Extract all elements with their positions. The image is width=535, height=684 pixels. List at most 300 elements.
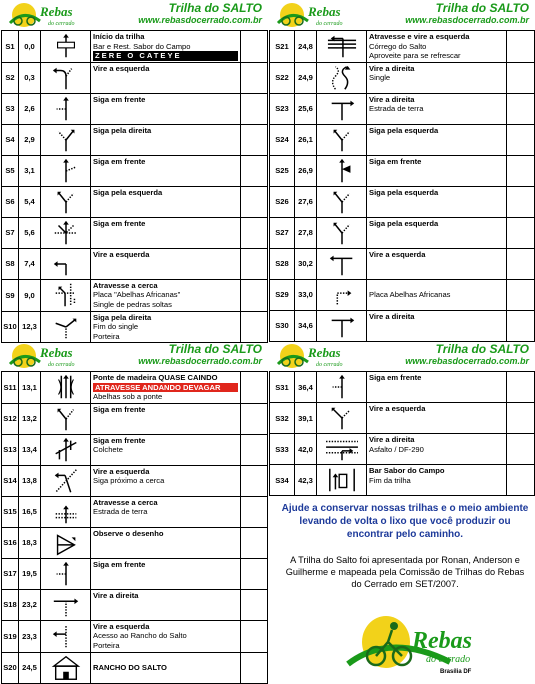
- cue-note: RANCHO DO SALTO: [93, 663, 167, 673]
- route-icon-cell: [41, 248, 91, 279]
- trail-title: Trilha do SALTO: [168, 1, 262, 15]
- bridge-icon: [42, 372, 90, 402]
- cue-note: Colchete: [93, 445, 123, 455]
- fork-left-icon: [42, 187, 90, 217]
- cue-km: 24,9: [295, 62, 317, 93]
- route-icon-cell: [317, 465, 367, 496]
- notes-cell: [507, 403, 535, 434]
- route-icon-cell: [41, 589, 91, 620]
- cue-instruction: Siga em frente: [93, 435, 146, 445]
- cue-description: [91, 31, 241, 63]
- cue-row: [270, 31, 535, 63]
- cue-instruction: Vire a direita: [369, 435, 415, 444]
- cue-instruction: Início da trilha: [93, 32, 145, 41]
- route-icon-cell: [41, 527, 91, 558]
- route-icon-cell: [41, 124, 91, 155]
- cue-code: S11: [2, 372, 19, 404]
- cue-instruction: Vire a direita: [93, 590, 139, 600]
- cue-code: S6: [2, 186, 19, 217]
- cue-note: Estrada de terra: [93, 507, 148, 517]
- cue-code: S24: [270, 124, 295, 155]
- cue-instruction: Siga em frente: [369, 156, 422, 166]
- straight-branch-right-icon: [42, 156, 90, 186]
- notes-cell: [241, 620, 268, 652]
- route-icon-cell: [317, 124, 367, 155]
- cue-row: [2, 403, 268, 434]
- route-icon-cell: [317, 186, 367, 217]
- road-right-icon: [318, 434, 366, 464]
- cue-note: Acesso ao Rancho do Salto: [93, 631, 187, 641]
- cue-instruction: Vire a direita: [369, 311, 415, 321]
- cue-instruction: Siga em frente: [93, 404, 146, 414]
- start-icon: [42, 31, 90, 61]
- notes-cell: [241, 93, 268, 124]
- cue-km: 2,9: [19, 124, 41, 155]
- notes-cell: [507, 155, 535, 186]
- cue-note: Placa "Abelhas Africanas": [93, 290, 181, 300]
- cue-description: [367, 279, 507, 310]
- cue-instruction: Bar Sabor do Campo: [369, 466, 445, 475]
- cue-description: [91, 311, 241, 343]
- winding-right-icon: [318, 63, 366, 93]
- cue-row: [2, 652, 268, 683]
- cue-code: S4: [2, 124, 19, 155]
- cue-code: S23: [270, 93, 295, 124]
- cue-code: S15: [2, 496, 19, 527]
- cue-description: [91, 217, 241, 248]
- fork-right-icon: [42, 125, 90, 155]
- route-icon-cell: [317, 403, 367, 434]
- notes-cell: [507, 93, 535, 124]
- cue-instruction: Siga em frente: [93, 559, 146, 569]
- notes-cell: [507, 217, 535, 248]
- cue-instruction: Vire a direita: [369, 63, 415, 73]
- left-curve-icon: [42, 63, 90, 93]
- cue-row: [2, 93, 268, 124]
- cue-code: S2: [2, 62, 19, 93]
- cue-instruction: Vire a esquerda: [93, 249, 150, 259]
- cue-description: [91, 186, 241, 217]
- notes-cell: [507, 31, 535, 63]
- fork-right-dotted-icon: [42, 312, 90, 342]
- notes-cell: [507, 186, 535, 217]
- cue-km: 23,3: [19, 620, 41, 652]
- cue-description: [367, 31, 507, 63]
- footer-logo-subtext: do cerrado: [426, 654, 471, 665]
- cue-instruction: Siga em frente: [93, 94, 146, 104]
- cue-description: [91, 403, 241, 434]
- route-icon-cell: [317, 62, 367, 93]
- logo-text: Rebas: [308, 4, 341, 19]
- cue-note: Porteira: [93, 640, 120, 650]
- notes-cell: [507, 279, 535, 310]
- cross-left-wave-icon: [318, 31, 366, 61]
- cue-code: S29: [270, 279, 295, 310]
- fork-left-icon: [318, 187, 366, 217]
- fork-left-dotted-icon: [42, 404, 90, 434]
- cue-row: [2, 496, 268, 527]
- cue-km: 3,1: [19, 155, 41, 186]
- rebas-footer-logo: [340, 612, 490, 678]
- cross-dotted-icon: [42, 218, 90, 248]
- logo-subtext: do cerrado: [316, 21, 343, 27]
- cue-km: 13,8: [19, 465, 41, 496]
- cue-description: [91, 124, 241, 155]
- cue-note: Aproveite para se refrescar: [369, 51, 461, 61]
- cue-instruction: Observe o desenho: [93, 528, 164, 538]
- cue-instruction: Vire a esquerda: [93, 466, 150, 476]
- notes-cell: [241, 465, 268, 496]
- cue-row: [270, 279, 535, 310]
- cue-code: S3: [2, 93, 19, 124]
- cue-row: [2, 372, 268, 404]
- notes-cell: [241, 527, 268, 558]
- cue-instruction: Siga em frente: [93, 156, 146, 166]
- cue-instruction: Siga pela direita: [93, 312, 152, 322]
- cue-km: 36,4: [295, 372, 317, 403]
- cue-note: Single de pedras soltas: [93, 299, 172, 309]
- cue-km: 26,1: [295, 124, 317, 155]
- cue-instruction: Siga pela esquerda: [369, 125, 439, 135]
- cue-instruction: [369, 281, 504, 291]
- cue-code: S9: [2, 279, 19, 311]
- cue-row: [270, 186, 535, 217]
- cue-code: S33: [270, 434, 295, 465]
- trail-title: Trilha do SALTO: [168, 342, 262, 356]
- cue-description: [367, 248, 507, 279]
- cue-code: S22: [270, 62, 295, 93]
- fence-cross-icon: [42, 280, 90, 310]
- notes-cell: [241, 496, 268, 527]
- cue-row: [2, 186, 268, 217]
- route-icon-cell: [317, 217, 367, 248]
- sheet-header: [0, 341, 268, 371]
- route-icon-cell: [41, 372, 91, 404]
- cue-instruction: Vire a esquerda: [93, 621, 150, 631]
- cue-description: [91, 652, 241, 683]
- cue-km: 42,0: [295, 434, 317, 465]
- straight-branch-left-icon: [42, 94, 90, 124]
- cue-code: S18: [2, 589, 19, 620]
- dotted-right-icon: [318, 280, 366, 310]
- cue-instruction: Siga pela esquerda: [369, 218, 439, 228]
- notes-cell: [507, 465, 535, 496]
- cue-row: [2, 31, 268, 63]
- cue-code: S25: [270, 155, 295, 186]
- cue-instruction: Atravesse e vire a esquerda: [369, 32, 470, 41]
- cue-instruction: Siga em frente: [93, 218, 146, 228]
- cue-km: 26,9: [295, 155, 317, 186]
- notes-cell: [241, 403, 268, 434]
- site-url[interactable]: www.rebasdocerrado.com.br: [405, 356, 529, 366]
- cue-row: [270, 465, 535, 496]
- cue-row: [270, 93, 535, 124]
- cue-instruction: Atravesse a cerca: [93, 497, 158, 507]
- cue-row: [2, 558, 268, 589]
- cue-description: [91, 434, 241, 465]
- cue-code: S13: [2, 434, 19, 465]
- conservation-message: Ajude a conservar nossas trilhas e o meio ambiente levando de volta o lixo que você produzir ou encontrar pelo caminho.: [281, 503, 529, 540]
- cue-description: [367, 465, 507, 496]
- cue-note: Bar e Rest. Sabor do Campo: [93, 41, 191, 51]
- cue-note: Fim da trilha: [369, 475, 411, 485]
- cue-row: [2, 217, 268, 248]
- cue-row: [2, 248, 268, 279]
- fork-left-icon: [318, 125, 366, 155]
- cue-instruction: Ponte de madeira QUASE CAINDO: [93, 373, 218, 382]
- route-icon-cell: [41, 465, 91, 496]
- cue-sheet-bottom-left: [0, 341, 268, 684]
- route-icon-cell: [41, 31, 91, 63]
- cue-code: S27: [270, 217, 295, 248]
- cue-instruction: Siga pela direita: [93, 125, 152, 135]
- cue-description: [367, 124, 507, 155]
- cue-instruction: Vire a direita: [369, 94, 415, 104]
- cue-code: S30: [270, 310, 295, 341]
- route-icon-cell: [41, 403, 91, 434]
- logo-text: Rebas: [308, 345, 341, 360]
- notes-cell: [241, 652, 268, 683]
- cue-sheet-bottom-right: [268, 341, 535, 496]
- cue-description: [91, 527, 241, 558]
- cue-row: [270, 155, 535, 186]
- cue-code: S31: [270, 372, 295, 403]
- cue-note: Porteira: [93, 331, 120, 341]
- route-icon-cell: [41, 434, 91, 465]
- trail-title: Trilha do SALTO: [435, 1, 529, 15]
- notes-cell: [241, 248, 268, 279]
- cue-note: Fim do single: [93, 322, 139, 332]
- cue-row: [270, 248, 535, 279]
- cue-km: 16,5: [19, 496, 41, 527]
- cue-km: 13,4: [19, 434, 41, 465]
- route-icon-cell: [317, 155, 367, 186]
- credits-text: A Trilha do Salto foi apresentada por Ronan, Anderson e Guilherme e mapeada pela Comissão de Trilhas do Rebas do Cerrado em SET/2007.: [285, 555, 525, 589]
- t-left-icon: [318, 249, 366, 279]
- cue-description: [91, 93, 241, 124]
- cue-km: 2,6: [19, 93, 41, 124]
- notes-cell: [241, 186, 268, 217]
- cue-description: [91, 558, 241, 589]
- cue-row: [270, 403, 535, 434]
- route-icon-cell: [41, 279, 91, 311]
- route-icon-cell: [317, 310, 367, 341]
- straight-branch-dotted-icon: [42, 559, 90, 589]
- t-right-icon: [318, 94, 366, 124]
- cue-description: [367, 403, 507, 434]
- fork-left-icon: [318, 218, 366, 248]
- site-url[interactable]: www.rebasdocerrado.com.br: [138, 356, 262, 366]
- finish-icon: [318, 465, 366, 495]
- logo-subtext: do cerrado: [48, 21, 75, 27]
- cue-km: 24,5: [19, 652, 41, 683]
- cue-code: S8: [2, 248, 19, 279]
- cue-code: S1: [2, 31, 19, 63]
- cue-km: 5,6: [19, 217, 41, 248]
- notes-cell: [241, 217, 268, 248]
- notes-cell: [507, 310, 535, 341]
- cue-row: [270, 310, 535, 341]
- cue-description: [91, 248, 241, 279]
- cue-instruction: Siga em frente: [369, 373, 422, 382]
- cue-row: [2, 527, 268, 558]
- cue-code: S20: [2, 652, 19, 683]
- rebas-logo: [4, 342, 82, 369]
- route-icon-cell: [317, 372, 367, 403]
- route-icon-cell: [41, 652, 91, 683]
- cue-description: [367, 310, 507, 341]
- notes-cell: [507, 434, 535, 465]
- cue-instruction: Vire a esquerda: [369, 249, 426, 259]
- cue-description: [91, 589, 241, 620]
- notes-cell: [507, 62, 535, 93]
- notes-cell: [507, 124, 535, 155]
- turn-left-icon: [42, 249, 90, 279]
- rebas-logo: [4, 1, 82, 28]
- route-icon-cell: [41, 186, 91, 217]
- cue-row: [2, 311, 268, 343]
- cue-code: S14: [2, 465, 19, 496]
- logo-subtext: do cerrado: [316, 362, 343, 368]
- route-icon-cell: [41, 155, 91, 186]
- cue-note: Estrada de terra: [369, 104, 424, 114]
- route-icon-cell: [317, 279, 367, 310]
- cue-km: 34,6: [295, 310, 317, 341]
- cue-row: [2, 279, 268, 311]
- cue-description: [367, 62, 507, 93]
- cue-instruction: [93, 654, 238, 664]
- notes-cell: [241, 589, 268, 620]
- cue-row: [270, 434, 535, 465]
- cue-description: [91, 496, 241, 527]
- cue-row: [2, 589, 268, 620]
- site-url[interactable]: www.rebasdocerrado.com.br: [138, 15, 262, 25]
- cue-note: Córrego do Salto: [369, 41, 427, 51]
- sheet-header: [268, 0, 535, 30]
- cue-row: [270, 372, 535, 403]
- notes-cell: [241, 279, 268, 311]
- cue-km: 27,8: [295, 217, 317, 248]
- cue-row: [270, 62, 535, 93]
- cue-row: [2, 155, 268, 186]
- route-icon-cell: [41, 93, 91, 124]
- cue-code: S10: [2, 311, 19, 343]
- sheet-header: [268, 341, 535, 371]
- rebas-logo: [272, 1, 350, 28]
- gate-cross-icon: [42, 435, 90, 465]
- logo-text: Rebas: [40, 345, 73, 360]
- cue-km: 13,2: [19, 403, 41, 434]
- cue-note: Asfalto / DF-290: [369, 444, 424, 454]
- cue-description: [367, 93, 507, 124]
- site-url[interactable]: www.rebasdocerrado.com.br: [405, 15, 529, 25]
- footer-logo-place: Brasília DF: [440, 669, 472, 675]
- cue-description: [367, 434, 507, 465]
- logo-subtext: do cerrado: [48, 362, 75, 368]
- cue-code: S7: [2, 217, 19, 248]
- trail-title: Trilha do SALTO: [435, 342, 529, 356]
- route-icon-cell: [317, 248, 367, 279]
- cue-table: [1, 371, 268, 684]
- route-icon-cell: [41, 217, 91, 248]
- cue-code: S5: [2, 155, 19, 186]
- cue-sheet-top-right: [268, 0, 535, 342]
- cue-code: S26: [270, 186, 295, 217]
- cue-code: S28: [270, 248, 295, 279]
- cue-description: [367, 155, 507, 186]
- cue-km: 18,3: [19, 527, 41, 558]
- notes-cell: [241, 124, 268, 155]
- cue-instruction: Siga pela esquerda: [93, 187, 163, 197]
- cue-instruction: Vire a esquerda: [369, 404, 426, 413]
- notes-cell: [241, 155, 268, 186]
- notes-cell: [241, 311, 268, 343]
- cue-instruction: Siga pela esquerda: [369, 187, 439, 197]
- cue-code: S34: [270, 465, 295, 496]
- cue-table: [269, 30, 535, 342]
- cue-note: Siga próximo a cerca: [93, 476, 165, 486]
- cue-km: 7,4: [19, 248, 41, 279]
- cue-km: 19,5: [19, 558, 41, 589]
- cue-instruction: Atravesse a cerca: [93, 280, 158, 290]
- cue-km: 39,1: [295, 403, 317, 434]
- route-icon-cell: [41, 620, 91, 652]
- cue-km: 24,8: [295, 31, 317, 63]
- straight-branch-right2-icon: [318, 156, 366, 186]
- cue-description: [367, 372, 507, 403]
- cue-code: S17: [2, 558, 19, 589]
- fence-left-icon: [42, 466, 90, 496]
- cue-km: 25,6: [295, 93, 317, 124]
- cue-code: S12: [2, 403, 19, 434]
- cue-description: [91, 620, 241, 652]
- cue-km: 27,6: [295, 186, 317, 217]
- highlight-note: ZERE O CATEYE: [93, 51, 238, 61]
- straight-branch-left-icon: [318, 372, 366, 402]
- cue-row: [270, 124, 535, 155]
- route-icon-cell: [317, 93, 367, 124]
- notes-cell: [507, 372, 535, 403]
- drawing-icon: [42, 528, 90, 558]
- route-icon-cell: [41, 558, 91, 589]
- cue-instruction: Vire a esquerda: [93, 63, 150, 73]
- cue-row: [2, 465, 268, 496]
- notes-cell: [241, 31, 268, 63]
- route-icon-cell: [317, 434, 367, 465]
- cue-description: [367, 186, 507, 217]
- notes-cell: [241, 558, 268, 589]
- cue-row: [2, 620, 268, 652]
- t-right-icon: [318, 311, 366, 341]
- cue-description: [91, 62, 241, 93]
- notes-cell: [241, 372, 268, 404]
- cue-table: [269, 371, 535, 496]
- cue-note: Abelhas sob a ponte: [93, 392, 163, 402]
- notes-cell: [241, 434, 268, 465]
- cue-sheet-top-left: [0, 0, 268, 343]
- route-icon-cell: [41, 62, 91, 93]
- rebas-logo: [272, 342, 350, 369]
- cue-km: 42,3: [295, 465, 317, 496]
- t-right-dotted-icon: [42, 590, 90, 620]
- notes-cell: [241, 62, 268, 93]
- cue-km: 9,0: [19, 279, 41, 311]
- cue-row: [270, 217, 535, 248]
- cue-km: 12,3: [19, 311, 41, 343]
- route-icon-cell: [41, 496, 91, 527]
- footer-logo-text: Rebas: [412, 628, 472, 654]
- cue-description: [367, 217, 507, 248]
